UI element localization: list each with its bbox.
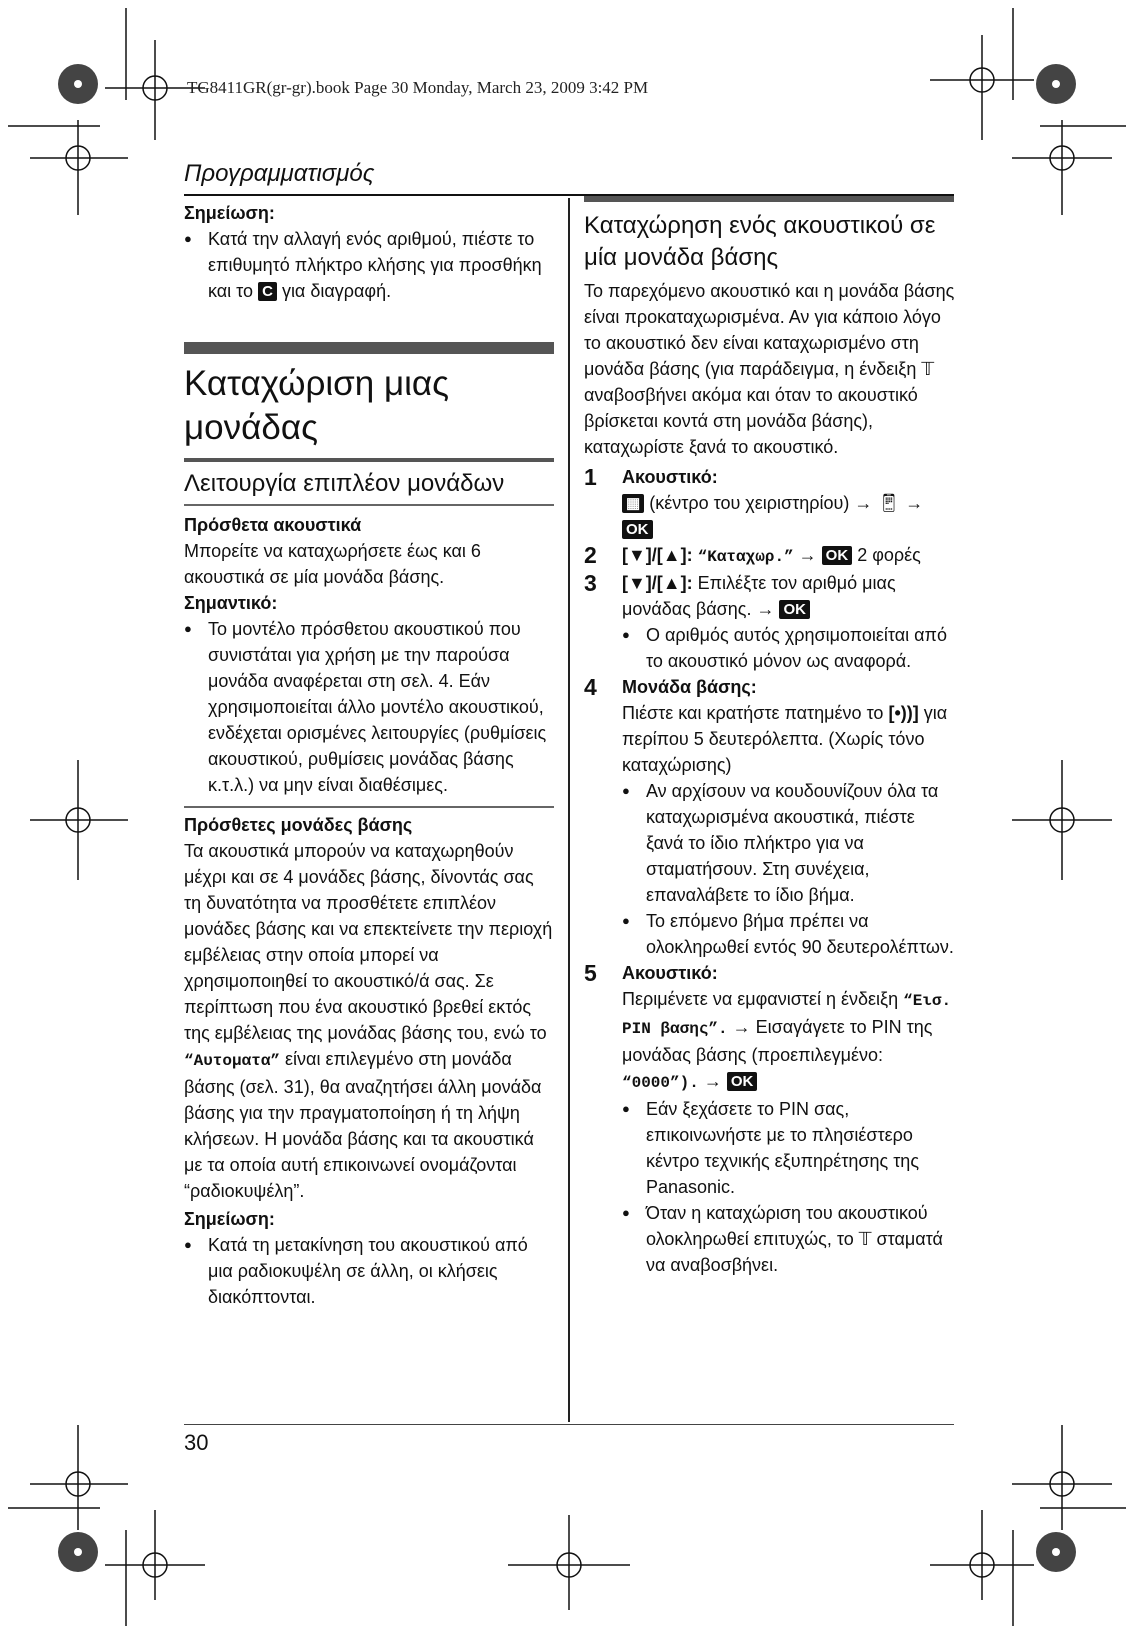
- note1-bullet: ● Κατά την αλλαγή ενός αριθμού, πιέστε το επιθυμητό πλήκτρο κλήσης για προσθήκη και το C για διαγραφή.: [184, 226, 554, 304]
- note1-heading: Σημείωση:: [184, 203, 275, 223]
- sub-heading-rule: [184, 458, 554, 462]
- add-bases-heading: Πρόσθετες μονάδες βάσης: [184, 815, 413, 835]
- handset-icon: 📱︎: [877, 493, 901, 513]
- antenna-icon: 𝕋: [921, 359, 935, 379]
- add-handsets-heading: Πρόσθετα ακουστικά: [184, 515, 362, 535]
- right-heading: Καταχώρηση ενός ακουστικού σε μία μονάδα βάσης: [584, 212, 936, 271]
- page-number: 30: [184, 1430, 209, 1455]
- add-bases-text: Τα ακουστικά μπορούν να καταχωρηθούν μέχρι και σε 4 μονάδες βάσης, δίνοντάς σας τη δυνατότητα να προσθέτετε επιπλέον μονάδες βάσης και να επεκτείνετε την περιοχή εμβέλειας στην οποία μπορεί να χρησιμοποιηθεί το ακουστικό/ά σας. Σε περίπτωση που ένα ακουστικό βρεθεί εκτός της εμβέλειας της μονάδας βάσης του, ενώ το “Αυτοματα” είναι επιλεγμένο στη μονάδα βάσης (σελ. 31), θα αναζητήσει άλλη μονάδα βάσης για την πραγματοποίηση ή τη λήψη κλήσεων. Η μονάδα βάσης και τα ακουστικά με τα οποία αυτή επικοινωνεί ονομάζονται “ραδιοκυψέλη”.: [184, 841, 553, 1201]
- ok-key-icon: OK: [822, 546, 853, 565]
- add-bases-rule: [184, 806, 554, 808]
- step-3: 3 [▼]/[▲]: Επιλέξτε τον αριθμό μιας μονάδας βάσης. → OK ● Ο αριθμός αυτός χρησιμοποιείται από το ακουστικό μόνον ως αναφορά.: [584, 570, 956, 674]
- step4-bullet-1: ● Αν αρχίσουν να κουδουνίζουν όλα τα καταχωρισμένα ακουστικά, πιέστε ξανά το ίδιο πλήκτρο για να σταματήσουν. Στη συνέχεια, επαναλάβετε το ίδιο βήμα.: [622, 778, 956, 908]
- print-header: TG8411GR(gr-gr).book Page 30 Monday, March 23, 2009 3:42 PM: [187, 78, 649, 97]
- column-divider: [568, 198, 570, 1422]
- step5-bullet-1: ● Εάν ξεχάσετε το PIN σας, επικοινωνήστε με το πλησιέστερο κέντρο τεχνικής εξυπηρέτησης της Panasonic.: [622, 1096, 956, 1200]
- important-bullet: ● Το μοντέλο πρόσθετου ακουστικού που συνιστάται για χρήση με την παρούσα μονάδα αναφέρεται στη σελ. 4. Εάν χρησιμοποιείται άλλο μοντέλο ακουστικού, ενδέχεται ορισμένες λειτουργίες (ρυθμίσεις ακουστικού, ρυθμίσεις μονάδας βάσης κ.τ.λ.) να μην είναι διαθέσιμες.: [184, 616, 554, 798]
- sub-heading-underline: [184, 504, 554, 506]
- main-heading-bar: [184, 342, 554, 354]
- step3-bullet: ● Ο αριθμός αυτός χρησιμοποιείται από το ακουστικό μόνον ως αναφορά.: [622, 622, 956, 674]
- right-column: [584, 194, 956, 1278]
- important-heading: Σημαντικό:: [184, 593, 278, 613]
- ok-key-icon: OK: [727, 1072, 758, 1091]
- ok-key-icon: OK: [779, 600, 810, 619]
- step-1: 1 Ακουστικό: ▦ (κέντρο του χειριστηρίου) → 📱︎ → OK: [584, 464, 924, 538]
- footer-rule: [184, 1424, 954, 1425]
- antenna-icon: 𝕋: [858, 1229, 872, 1249]
- add-handsets-text: Μπορείτε να καταχωρήσετε έως και 6 ακουστικά σε μία μονάδα βάσης.: [184, 541, 481, 587]
- sub-heading: Λειτουργία επιπλέον μονάδων: [184, 470, 505, 497]
- note2-heading: Σημείωση:: [184, 1209, 275, 1229]
- step5-bullet-2: ● Όταν η καταχώριση του ακουστικού ολοκληρωθεί επιτυχώς, το 𝕋 σταματά να αναβοσβήνει.: [622, 1200, 956, 1278]
- locator-key-icon: [•))]: [888, 703, 919, 723]
- step-4: 4 Μονάδα βάσης: Πιέστε και κρατήστε πατημένο το [•))] για περίπου 5 δευτερόλεπτα. (Χωρίς τόνο καταχώρισης) ● Αν αρχίσουν να κουδουνίζουν όλα τα καταχωρισμένα ακουστικά, πιέστε ξανά το ίδιο πλήκτρο για να σταματήσουν. Στη συνέχεια, επαναλάβετε το ίδιο βήμα. ● Το επόμενο βήμα πρέπει να ολοκληρωθεί εντός 90 δευτερολέπτων.: [584, 674, 956, 960]
- section-title: Προγραμματισμός: [184, 160, 375, 187]
- left-column: [184, 200, 554, 1310]
- step-5: 5 Ακουστικό: Περιμένετε να εμφανιστεί η ένδειξη “Εισ. PIN βασης”. → Εισαγάγετε το PIN της μονάδας βάσης (προεπιλεγμένο: “0000”). → OK ● Εάν ξεχάσετε το PIN σας, επικοινωνήστε με το πλησιέστερο κέντρο τεχνικής εξυπηρέτησης της Panasonic. ● Όταν η καταχώριση του ακουστικού ολοκληρωθεί επιτυχώς, το 𝕋 σταματά να αναβοσβήνει.: [584, 960, 956, 1278]
- note2-bullet: ● Κατά τη μετακίνηση του ακουστικού από μια ραδιοκυψέλη σε άλλη, οι κλήσεις διακόπτονται.: [184, 1232, 554, 1310]
- menu-grid-icon: ▦: [622, 494, 644, 513]
- step4-bullet-2: ● Το επόμενο βήμα πρέπει να ολοκληρωθεί εντός 90 δευτερολέπτων.: [622, 908, 956, 960]
- right-intro: Το παρεχόμενο ακουστικό και η μονάδα βάσης είναι προκαταχωρισμένα. Αν για κάποιο λόγο το ακουστικό δεν είναι καταχωρισμένο στη μονάδα βάσης (για παράδειγμα, η ένδειξη 𝕋 αναβοσβήνει ακόμα και όταν το ακουστικό βρίσκεται κοντά στη μονάδα βάσης), καταχωρίστε ξανά το ακουστικό.: [584, 281, 955, 457]
- ok-key-icon: OK: [622, 520, 653, 539]
- auto-option-text: “Αυτοματα”: [184, 1052, 281, 1070]
- step-2: 2 [▼]/[▲]: “Καταχωρ.” → OK 2 φορές: [584, 542, 921, 568]
- main-heading: Καταχώριση μιας μονάδας: [184, 364, 449, 447]
- right-heading-bar: [584, 196, 954, 202]
- c-key-icon: C: [258, 282, 277, 301]
